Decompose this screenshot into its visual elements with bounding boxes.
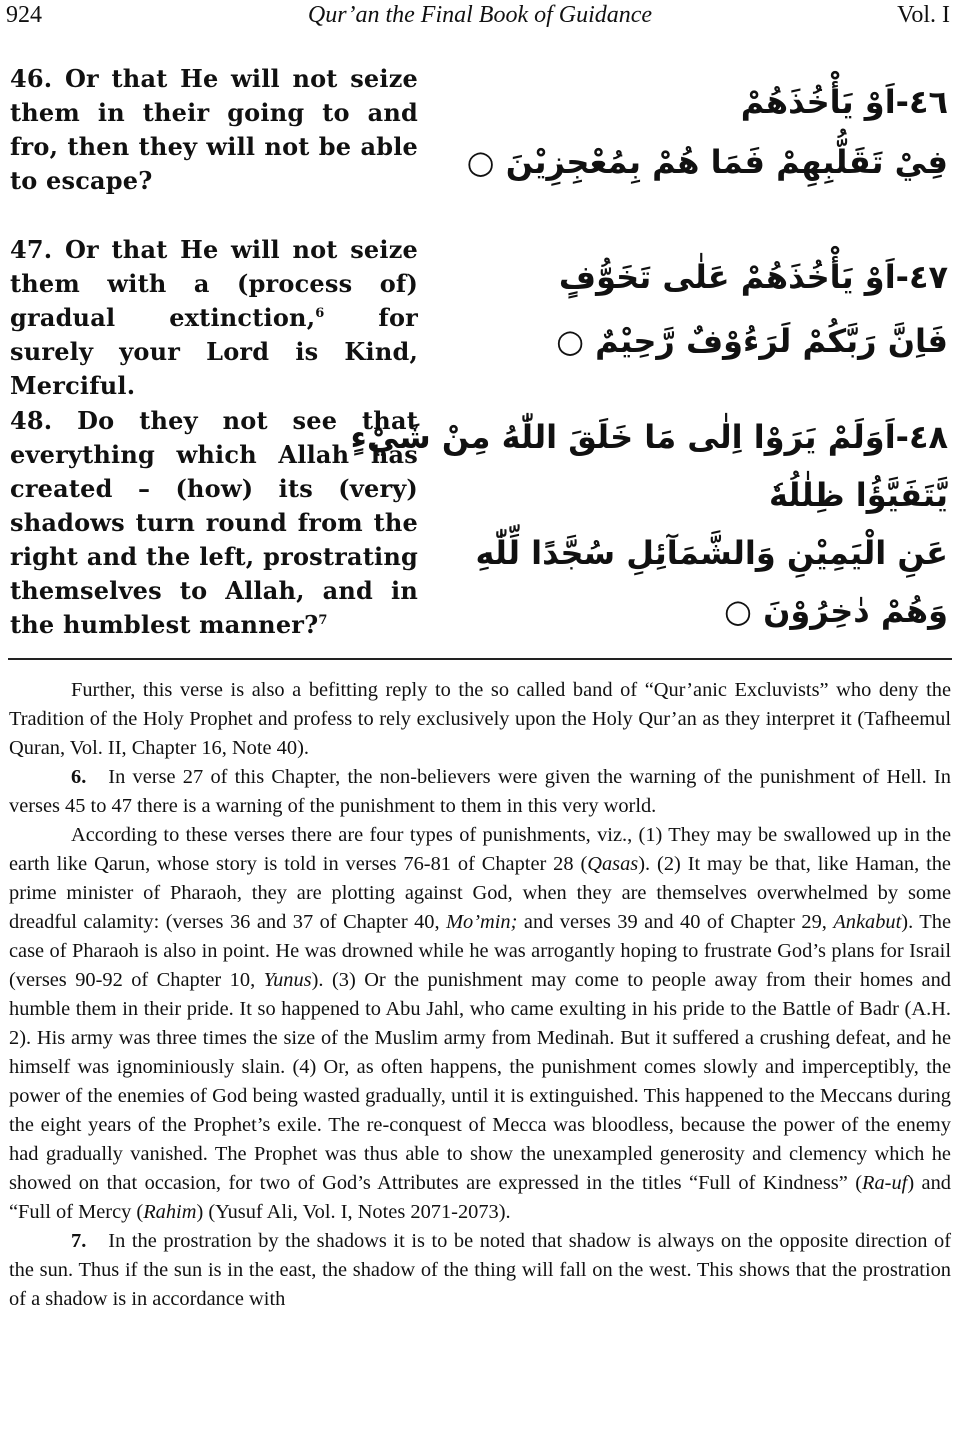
note-7-number: 7. xyxy=(71,1230,87,1252)
verse-46-arabic-line-1: ٤٦-اَوْ يَأْخُذَهُمْ xyxy=(740,83,948,121)
footnote-ref-6: 6 xyxy=(315,306,325,321)
footnote-divider xyxy=(8,658,952,660)
verse-46-text: 46. Or that He will not seize them in their going to and fro, then they will not be able to escape? xyxy=(10,64,418,195)
verse-47-english xyxy=(10,233,418,403)
footnotes xyxy=(9,676,951,1314)
note-6-text-g: ) (Yusuf Ali, Vol. I, Notes 2071-2073). xyxy=(196,1201,511,1223)
verse-46-english xyxy=(10,62,418,198)
verse-46 xyxy=(0,62,960,212)
page-number: 924 xyxy=(6,2,42,28)
note-6-text-b: ). (2) It may be that, like Haman, the prime minister of Pharaoh, they are plotting against God, when they are themselves overwhelmed by some dreadful calamity: (verses 36 and 37 of Chapter 40, xyxy=(9,853,951,933)
note-6-text-f: ) and “Full of Mercy ( xyxy=(9,1172,951,1223)
verse-47-arabic-line-2: فَاِنَّ رَبَّكُمْ لَرَءُوْفٌ رَّحِيْمٌ ○ xyxy=(556,322,948,360)
term-rahim: Rahim xyxy=(143,1201,197,1223)
page-header xyxy=(0,0,960,34)
note-paragraph-1: Further, this verse is also a befitting reply to the so called band of “Qur’anic Excluvists” who deny the Tradition of the Holy Prophet and profess to rely exclusively upon the Holy Qur’an as they interpret it (Tafheemul Quran, Vol. II, Chapter 16, Note 40). xyxy=(9,679,951,759)
note-6-text-c: and verses 39 and 40 of Chapter 29, xyxy=(517,911,834,933)
note-6-number: 6. xyxy=(71,766,87,788)
verse-48-arabic-line-1: ٤٨-اَوَلَمْ يَرَوْا اِلٰى مَا خَلَقَ اللّٰهُ مِنْ شَيْءٍ xyxy=(350,418,948,456)
term-momin: Mo’min; xyxy=(446,911,518,933)
note-7 xyxy=(9,1227,951,1314)
term-ra-uf: Ra-uf xyxy=(862,1172,908,1194)
verse-47-text: 47. Or that He will not seize them with a (process of) gradual extinction, xyxy=(10,235,418,332)
verse-48-arabic-line-3: عَنِ الْيَمِيْنِ وَالشَّمَآئِلِ سُجَّدًا لِّلّٰهِ xyxy=(475,534,948,572)
note-6-text-a: According to these verses there are four types of punishments, viz., (1) They may be swallowed up in the earth like Qarun, whose story is told in verses 76-81 of Chapter 28 ( xyxy=(9,824,951,875)
verse-47-arabic-line-1: ٤٧-اَوْ يَأْخُذَهُمْ عَلٰى تَخَوُّفٍ xyxy=(558,258,948,296)
note-6-text-e: ). (3) Or the punishment may come to people away from their homes and humble them in their pride. It so happened to Abu Jahl, who came exulting in his pride to the Battle of Badr (A.H. 2). His army was three times the size of the Muslim army from Medinah. But it suffered a crushing defeat, and he himself was ignominiously slain. (4) Or, as often happens, the punishment comes slowly and imperceptibly, the power of the enemies of God being wasted gradually, until it is extinguished. This happened to the Meccans during the eight years of the Prophet’s exile. The re-conquest of Mecca was bloodless, because the power of the enemy had gradually vanished. The Prophet was thus able to show the unexampled generosity and clemency which he showed on that occasion, for two of God’s Attributes are expressed in the titles “Full of Kindness” ( xyxy=(9,969,951,1194)
note-6-text-d: ). The case of Pharaoh is also in point. He was drowned while he was arrogantly hoping to frustrate God’s plans for Israil (verses 90-92 of Chapter 10, xyxy=(9,911,951,991)
volume-label: Vol. I xyxy=(897,2,950,28)
note-6-continued xyxy=(9,821,951,1227)
book-title: Qur’an the Final Book of Guidance xyxy=(307,2,653,28)
term-ankabut: Ankabut xyxy=(833,911,902,933)
term-qasas: Qasas xyxy=(587,853,639,875)
verse-46-arabic xyxy=(428,72,948,192)
verse-48-arabic xyxy=(350,408,948,640)
verse-48-arabic-line-2: يَّتَفَيَّؤُا ظِلٰلُهٗ xyxy=(768,476,948,514)
note-7-text: In the prostration by the shadows it is to be noted that shadow is always on the opposite direction of the sun. Thus if the sun is in the east, the shadow of the thing will fall on the west. This shows that the prostration of a shadow is in accordance with xyxy=(9,1230,951,1310)
verse-48-text: 48. Do they not see that everything which Allah has created – (how) its (very) shadows turn round from the right and the left, prostrating themselves to Allah, and in the humblest manner? xyxy=(10,406,418,639)
verse-47-arabic xyxy=(428,245,948,373)
verse-48-arabic-line-4: وَهُمْ دٰخِرُوْنَ ○ xyxy=(724,592,948,630)
note-6-text: In verse 27 of this Chapter, the non-believers were given the warning of the punishment of Hell. In verses 45 to 47 there is a warning of the punishment to them in this very world. xyxy=(9,766,951,817)
verse-48 xyxy=(0,404,960,654)
verse-46-arabic-line-2: فِيْ تَقَلُّبِهِمْ فَمَا هُمْ بِمُعْجِزِيْنَ ○ xyxy=(466,143,948,181)
footnote-ref-7: 7 xyxy=(318,613,328,628)
note-6 xyxy=(9,763,951,821)
verse-47 xyxy=(0,233,960,400)
term-yunus: Yunus xyxy=(263,969,312,991)
verse-47-text-cont: for surely your Lord is Kind, Merciful. xyxy=(10,303,418,400)
